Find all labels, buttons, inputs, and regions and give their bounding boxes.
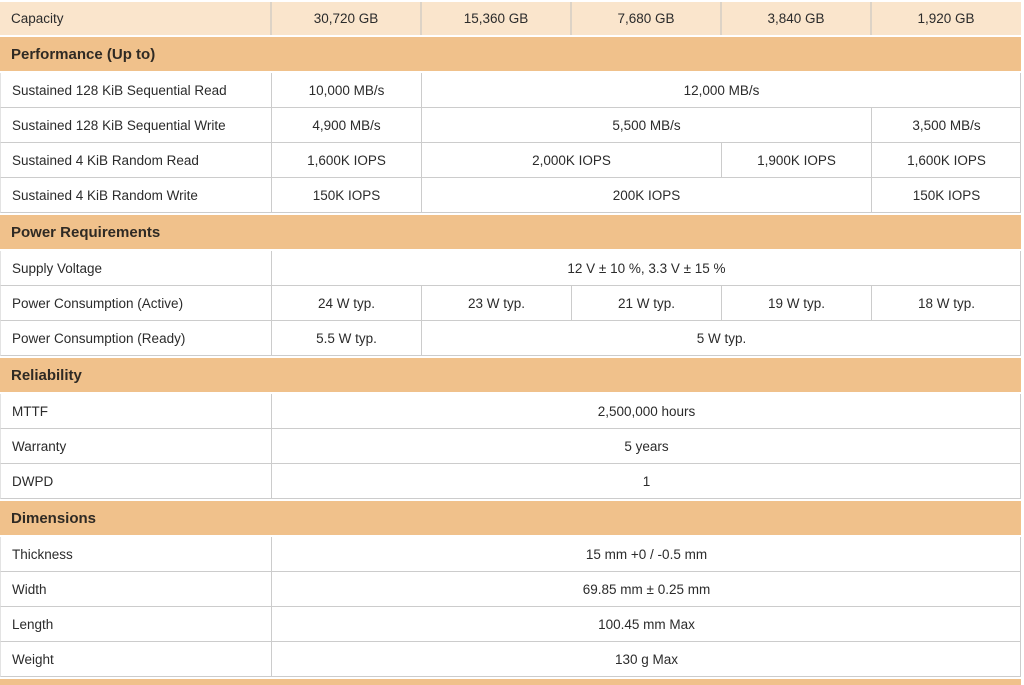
- spec-row: [0, 537, 1021, 572]
- value-cell: 21 W typ.: [571, 286, 721, 320]
- value-cell: 2,000K IOPS: [421, 143, 721, 177]
- row-label: Supply Voltage: [12, 260, 103, 276]
- value-cell: 12 V ± 10 %, 3.3 V ± 15 %: [271, 251, 1021, 285]
- value-cell: 1,900K IOPS: [721, 143, 871, 177]
- row-label: DWPD: [12, 473, 54, 489]
- value-cell: 69.85 mm ± 0.25 mm: [271, 572, 1021, 606]
- capacity-value-cell: 7,680 GB: [570, 2, 720, 35]
- row-label: Power Consumption (Ready): [12, 330, 186, 346]
- value-cell: 5.5 W typ.: [271, 321, 421, 355]
- spec-row: [0, 251, 1021, 286]
- value-cell: 100.45 mm Max: [271, 607, 1021, 641]
- value-cell: 23 W typ.: [421, 286, 571, 320]
- section-header-reliability: Reliability: [0, 358, 1021, 392]
- value-cell: 3,500 MB/s: [871, 108, 1021, 142]
- capacity-value-cell: 30,720 GB: [270, 2, 420, 35]
- row-label: Length: [12, 616, 54, 632]
- value-cell: 150K IOPS: [271, 178, 421, 212]
- value-cell: 1,600K IOPS: [271, 143, 421, 177]
- row-label: Sustained 4 KiB Random Read: [12, 152, 199, 168]
- value-cell: 2,500,000 hours: [271, 394, 1021, 428]
- spec-row: [0, 429, 1021, 464]
- value-cell: 1: [271, 464, 1021, 498]
- value-cell: 15 mm +0 / -0.5 mm: [271, 537, 1021, 571]
- spec-row: [0, 108, 1021, 143]
- value-cell: 5 years: [271, 429, 1021, 463]
- value-cell: 18 W typ.: [871, 286, 1021, 320]
- value-cell: 5,500 MB/s: [421, 108, 871, 142]
- spec-row: [0, 178, 1021, 213]
- value-cell: 10,000 MB/s: [271, 73, 421, 107]
- row-label: Thickness: [12, 546, 73, 562]
- value-cell: 4,900 MB/s: [271, 108, 421, 142]
- value-cell: 200K IOPS: [421, 178, 871, 212]
- value-cell: 130 g Max: [271, 642, 1021, 676]
- spec-row: [0, 73, 1021, 108]
- value-cell: 5 W typ.: [421, 321, 1021, 355]
- row-label: Sustained 4 KiB Random Write: [12, 187, 198, 203]
- value-cell: 1,600K IOPS: [871, 143, 1021, 177]
- spec-row: [0, 607, 1021, 642]
- value-cell: 150K IOPS: [871, 178, 1021, 212]
- spec-row: [0, 642, 1021, 677]
- row-label: Power Consumption (Active): [12, 295, 184, 311]
- capacity-row-label: Capacity: [11, 11, 64, 26]
- section-header-power-requirements: Power Requirements: [0, 215, 1021, 249]
- row-label: Width: [12, 581, 47, 597]
- spec-row: [0, 321, 1021, 356]
- capacity-row: [0, 2, 1021, 35]
- spec-row: [0, 572, 1021, 607]
- section-header-dimensions: Dimensions: [0, 501, 1021, 535]
- row-label: Weight: [12, 651, 54, 667]
- row-label: Warranty: [12, 438, 67, 454]
- row-label: Sustained 128 KiB Sequential Write: [12, 117, 226, 133]
- spec-row: [0, 394, 1021, 429]
- value-cell: 12,000 MB/s: [421, 73, 1021, 107]
- section-header-performance-up-to: Performance (Up to): [0, 37, 1021, 71]
- capacity-value-cell: 1,920 GB: [870, 2, 1020, 35]
- capacity-value-cell: 3,840 GB: [720, 2, 870, 35]
- value-cell: 24 W typ.: [271, 286, 421, 320]
- value-cell: 19 W typ.: [721, 286, 871, 320]
- partial-section-header-bar: [0, 679, 1021, 685]
- spec-row: [0, 464, 1021, 499]
- row-label: Sustained 128 KiB Sequential Read: [12, 82, 227, 98]
- capacity-value-cell: 15,360 GB: [420, 2, 570, 35]
- row-label: MTTF: [12, 403, 48, 419]
- spec-row: [0, 143, 1021, 178]
- spec-row: [0, 286, 1021, 321]
